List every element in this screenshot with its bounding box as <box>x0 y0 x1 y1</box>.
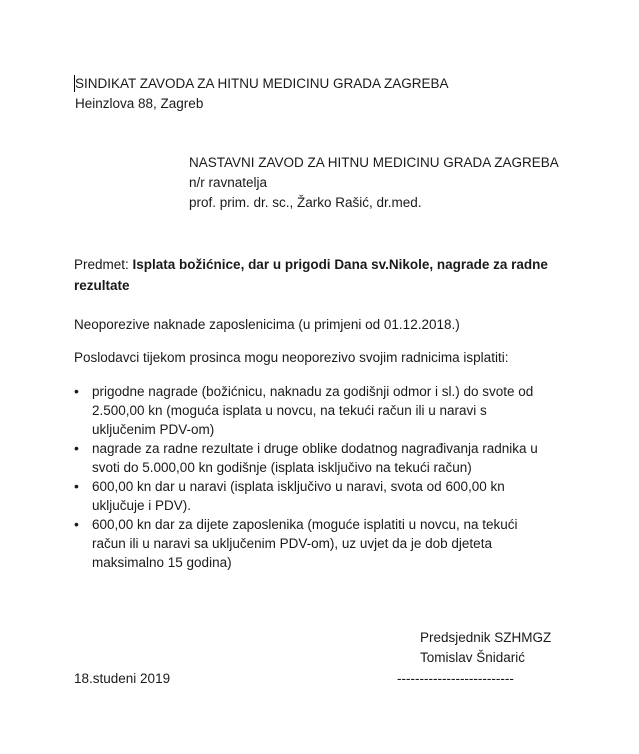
signature-name: Tomislav Šnidarić <box>420 650 526 665</box>
list-item: • 600,00 kn dar u naravi (isplata isključivo u naravi, svota od 600,00 kn uključuje i PDV). <box>74 477 554 515</box>
subject-line <box>74 254 574 296</box>
sender-name: SINDIKAT ZAVODA ZA HITNU MEDICINU GRADA ZAGREBA <box>75 76 449 91</box>
subject-text: Isplata božićnice, dar u prigodi Dana sv.Nikole, nagrade za radne rezultate <box>74 257 548 293</box>
signature-line: -------------------------- <box>397 671 514 686</box>
recipient-institution: NASTAVNI ZAVOD ZA HITNU MEDICINU GRADA ZAGREBA <box>189 155 559 170</box>
recipient-attention: n/r ravnatelja <box>189 175 268 190</box>
recipient-person: prof. prim. dr. sc., Žarko Rašić, dr.med. <box>189 195 422 210</box>
list-item: • prigodne nagrade (božićnicu, naknadu za godišnji odmor i sl.) do svote od 2.500,00 kn (moguća isplata u novcu, na tekući račun ili u naravi s uključenim PDV-om) <box>74 382 554 439</box>
body-lead: Poslodavci tijekom prosinca mogu neoporezivo svojim radnicima isplatiti: <box>74 350 509 365</box>
body-intro: Neoporezive naknade zaposlenicima (u primjeni od 01.12.2018.) <box>74 317 460 332</box>
signature-title: Predsjednik SZHMGZ <box>420 630 552 645</box>
list-item: • 600,00 kn dar za dijete zaposlenika (moguće isplatiti u novcu, na tekući račun ili u naravi sa uključenim PDV-om), uz uvjet da je dob djeteta maksimalno 15 godina) <box>74 515 554 572</box>
document-date: 18.studeni 2019 <box>74 671 171 686</box>
bullet-list <box>74 382 554 572</box>
sender-address: Heinzlova 88, Zagreb <box>75 96 204 111</box>
subject-label: Predmet: <box>74 257 133 272</box>
list-item: • nagrade za radne rezultate i druge oblike dodatnog nagrađivanja radnika u svoti do 5.000,00 kn godišnje (isplata isključivo na tekući račun) <box>74 439 554 477</box>
